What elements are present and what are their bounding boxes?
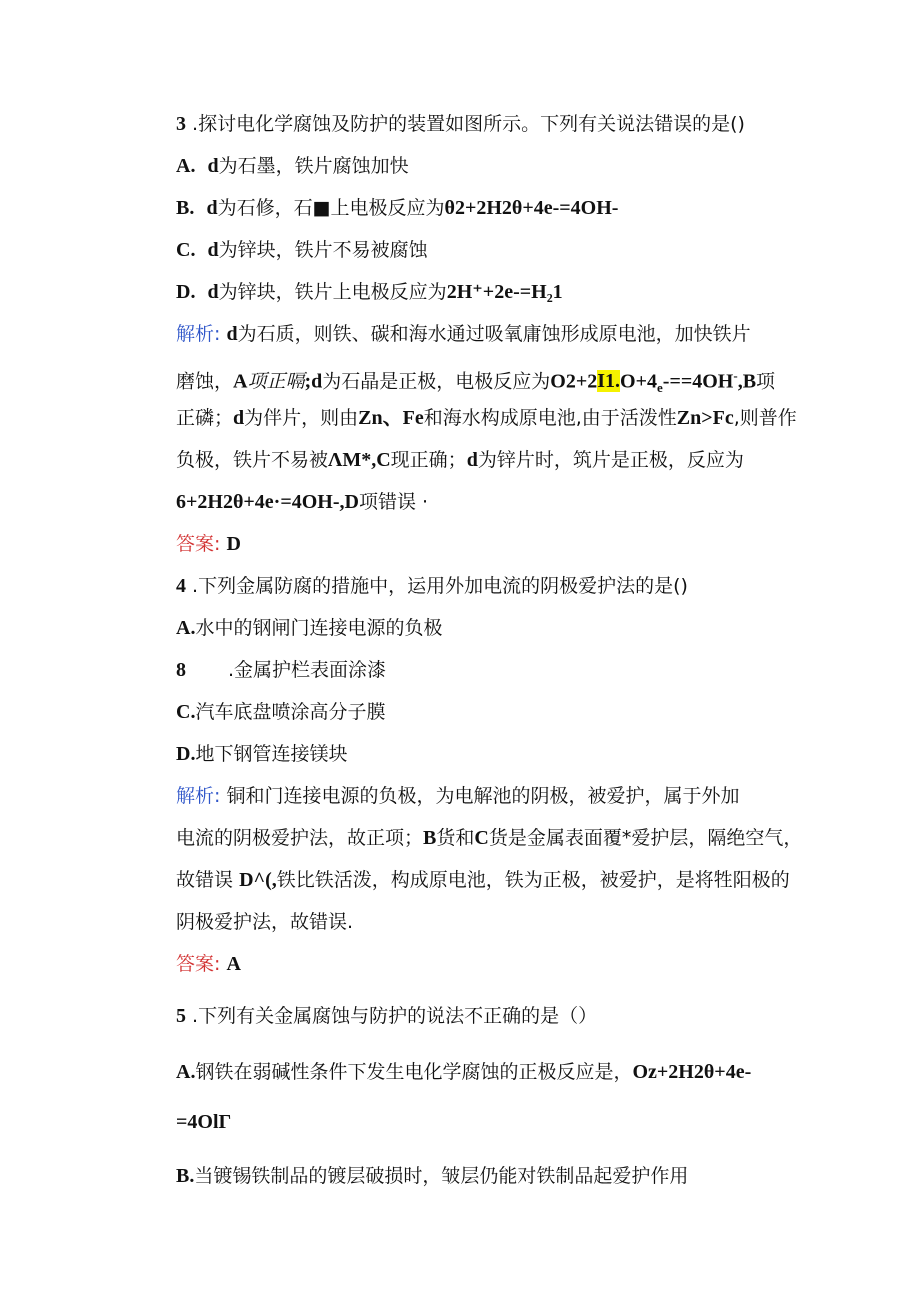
q3-answer (176, 530, 241, 558)
q4-analysis-line-4: 阴极爱护法，故错误. (176, 911, 354, 933)
q4-analysis-line-3: 故错误 D^(,铁比铁活泼，构成原电池，铁为正极，被爱护，是将牲阳极的 (176, 869, 790, 891)
q4-option-c: C.汽车底盘喷涂高分子膜 (176, 701, 386, 723)
q3-analysis-line-5: 6+2H2θ+4e·=4OH-,D项错误 · (176, 491, 429, 513)
q4-answer-value: A (226, 953, 241, 975)
q3-analysis-line-4: 负极，铁片不易被ΛM*,C现正确；d为锌片时，筑片是正极，反应为 (176, 449, 744, 471)
q3-stem-text: .探讨电化学腐蚀及防护的装置如图所示。下列有关说法错误的是() (186, 113, 745, 135)
q4-option-a: A.水中的钢闸门连接电源的负极 (176, 617, 443, 639)
q5-option-a-continued: =4OlΓ (176, 1111, 232, 1133)
q3-analysis-line-1: 解析: d为石质，则铁、碳和海水通过吸氧庸蚀形成原电池，加快铁片 (176, 323, 751, 345)
q3-analysis-line-3: 正磷；d为伴片，则由Zn、Fe和海水构成原电池,由于活泼性Zn>Fc,则普作 (176, 407, 797, 429)
q5-option-a: A.钢铁在弱碱性条件下发生电化学腐蚀的正极反应是，Oz+2H2θ+4e- (176, 1061, 752, 1083)
q4-answer-label: 答案: (176, 953, 221, 975)
q4-answer (176, 950, 241, 978)
q3-answer-value: D (226, 533, 241, 555)
highlighted-text: I1. (597, 370, 621, 393)
q3-analysis-label: 解析: (176, 323, 221, 345)
q4-analysis-label: 解析: (176, 785, 221, 807)
q5-stem-text: .下列有关金属腐蚀与防护的说法不正确的是（） (186, 1005, 598, 1027)
q3-option-c: C. d为锌块，铁片不易被腐蚀 (176, 239, 428, 261)
q4-analysis-line-1: 解析: 铜和门连接电源的负极，为电解池的阴极，被爱护，属于外加 (176, 785, 740, 807)
q4-option-d: D.地下钢管连接镁块 (176, 743, 348, 765)
q3-analysis-line-2: 磨蚀，A项正嗝;d为石晶是正极，电极反应为$O2+2I1.O+4_e-==4OH^-,B$项 (176, 368, 776, 396)
q3-stem (176, 110, 745, 138)
q5-option-b: B.当镀锡铁制品的镀层破损时，皱层仍能对铁制品起爱护作用 (176, 1165, 689, 1187)
q4-number: 4 (176, 575, 186, 597)
q4-stem (176, 572, 688, 600)
q4-option-b: 8 .金属护栏表面涂漆 (176, 659, 387, 681)
q5-stem (176, 1002, 597, 1030)
q5-number: 5 (176, 1005, 186, 1027)
q3-answer-label: 答案: (176, 533, 221, 555)
q3-option-b: B. d为石修，石■上电极反应为θ2+2H2θ+4e-=4OH- (176, 197, 619, 219)
q3-number: 3 (176, 113, 186, 135)
q3-option-d: D. d为锌块，铁片上电极反应为2H⁺+2e-=H₂1 (176, 281, 563, 303)
q4-stem-text: .下列金属防腐的措施中，运用外加电流的阴极爱护法的是() (186, 575, 688, 597)
q3-option-a: A. d为石墨，铁片腐蚀加快 (176, 155, 409, 177)
q4-analysis-line-2: 电流的阴极爱护法，故正项；B货和C货是金属表面覆*爱护层，隔绝空气， (176, 827, 803, 849)
